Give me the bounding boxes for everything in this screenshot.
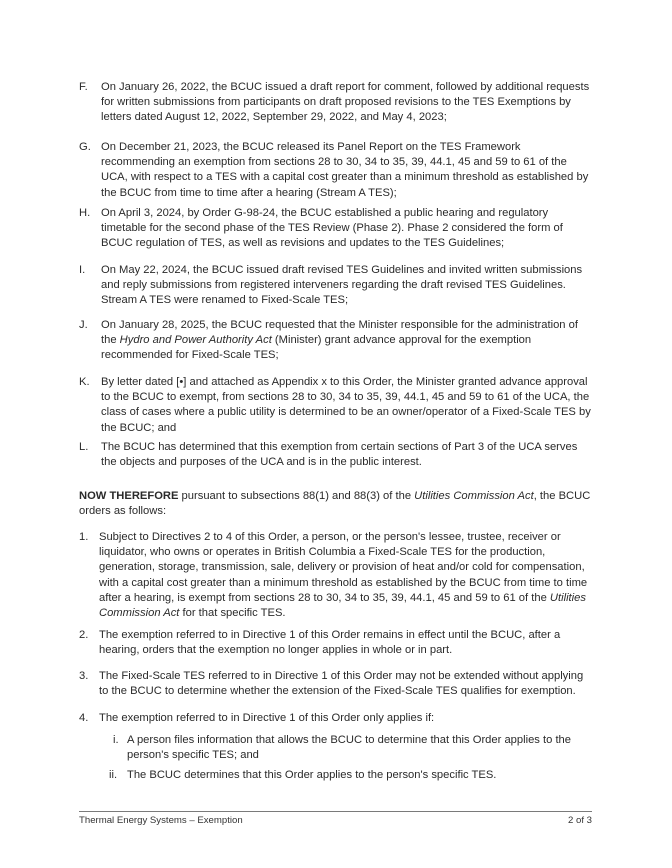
subitem-ii bbox=[109, 768, 593, 783]
directive-3 bbox=[79, 669, 593, 699]
recital-text: On May 22, 2024, the BCUC issued draft revised TES Guidelines and invited written submissions and reply submissions from registered interveners regarding the draft revised TES Guidelines. Stream A TES were renamed to Fixed-Scale TES; bbox=[101, 264, 583, 307]
recital-i bbox=[79, 263, 593, 309]
now-therefore-clause bbox=[79, 489, 593, 519]
recital-j bbox=[79, 318, 593, 364]
directive-text-part: for that specific TES. bbox=[179, 607, 286, 620]
footer-divider bbox=[79, 811, 592, 812]
subitem-i bbox=[109, 733, 593, 763]
recital-label: F. bbox=[79, 81, 88, 93]
directive-label: 4. bbox=[79, 712, 89, 724]
recital-label: I. bbox=[79, 264, 86, 276]
recital-text-part: (Minister) grant advance approval for the exemption recommended for Fixed-Scale TES; bbox=[101, 334, 532, 362]
subitem-text: A person files information that allows the BCUC to determine that this Order applies to the person's specific TES; and bbox=[127, 734, 571, 762]
directive-text: The exemption referred to in Directive 1 of this Order remains in effect until the BCUC, after a hearing, orders that the exemption no longer applies in whole or in part. bbox=[99, 629, 561, 657]
subitem-text: The BCUC determines that this Order applies to the person's specific TES. bbox=[127, 769, 497, 781]
subitem-label: ii. bbox=[109, 769, 118, 781]
footer-page-number: 2 of 3 bbox=[567, 815, 592, 826]
recital-text: On April 3, 2024, by Order G-98-24, the BCUC established a public hearing and regulatory timetable for the second phase of the TES Review (Phase 2). Phase 2 considered the form of BCUC regulation of TES, as well as revisions and updates to the TES Guidelines; bbox=[101, 207, 563, 250]
recital-label: L. bbox=[79, 441, 89, 453]
directive-text: The Fixed-Scale TES referred to in Directive 1 of this Order may not be extended without applying to the BCUC to determine whether the extension of the Fixed-Scale TES qualifies for exemption. bbox=[99, 670, 584, 698]
recital-label: J. bbox=[79, 319, 88, 331]
recital-text-part: On January 28, 2025, the BCUC requested that the Minister responsible for the administration of the bbox=[101, 319, 578, 347]
act-title: Utilities Commission Act bbox=[99, 591, 586, 620]
recital-text: By letter dated [•] and attached as Appendix x to this Order, the Minister granted advance approval to the BCUC to exempt, from sections 28 to 30, 34 to 35, 39, 44.1, 45 and 59 to 61 of the UCA, the class of cases where a public utility is determined to be an owner/operator of a Fixed-Scale TES by the BCUC; and bbox=[101, 376, 591, 434]
recital-label: H. bbox=[79, 207, 91, 219]
directive-label: 2. bbox=[79, 629, 89, 641]
directive-text-part: Subject to Directives 2 to 4 of this Order, a person, or the person's lessee, trustee, receiver or liquidator, who owns or operates in British Columbia a Fixed-Scale TES for the production, generation, storage, transmission, sale, delivery or provision of heat and/or cold for compensation, with a capital cost greater than a minimum threshold as established by the BCUC from time to time after a hearing, is exempt from sections 28 to 30, 34 to 35, 39, 44.1, 45 and 59 to 61 of the bbox=[99, 531, 588, 604]
clause-text-part: , the BCUC orders as follows: bbox=[79, 490, 591, 518]
recital-f bbox=[79, 80, 593, 126]
directive-text: The exemption referred to in Directive 1 of this Order only applies if: bbox=[99, 712, 435, 724]
recital-k bbox=[79, 375, 593, 436]
recital-text bbox=[101, 318, 593, 364]
recital-text: On January 26, 2022, the BCUC issued a draft report for comment, followed by additional requests for written submissions from participants on draft proposed revisions to the TES Exemptions by letters dated August 12, 2022, September 29, 2022, and May 4, 2023; bbox=[101, 81, 590, 124]
recital-label: K. bbox=[79, 376, 90, 388]
act-title: Utilities Commission Act bbox=[414, 490, 534, 502]
footer-document-title: Thermal Energy Systems – Exemption bbox=[79, 815, 243, 826]
recital-h bbox=[79, 206, 593, 252]
recital-text: The BCUC has determined that this exemption from certain sections of Part 3 of the UCA serves the objects and purposes of the UCA and is in the public interest. bbox=[101, 441, 578, 469]
directive-2 bbox=[79, 628, 593, 658]
recital-g bbox=[79, 140, 593, 201]
directive-text bbox=[99, 530, 593, 621]
directive-4 bbox=[79, 711, 593, 726]
directive-label: 1. bbox=[79, 531, 89, 543]
now-therefore-heading: NOW THEREFORE bbox=[79, 490, 179, 502]
recital-label: G. bbox=[79, 141, 91, 153]
act-title: Hydro and Power Authority Act bbox=[119, 334, 272, 347]
recital-text: On December 21, 2023, the BCUC released its Panel Report on the TES Framework recommending an exemption from sections 28 to 30, 34 to 35, 39, 44.1, 45 and 59 to 61 of the UCA, with respect to a TES with a capital cost greater than a minimum threshold as established by the BCUC from time to time after a hearing (Stream A TES); bbox=[101, 141, 589, 199]
directive-1 bbox=[79, 530, 593, 621]
recital-l bbox=[79, 440, 593, 470]
clause-text-part: pursuant to subsections 88(1) and 88(3) of the bbox=[178, 490, 415, 502]
directive-label: 3. bbox=[79, 670, 89, 682]
subitem-label: i. bbox=[113, 734, 119, 746]
